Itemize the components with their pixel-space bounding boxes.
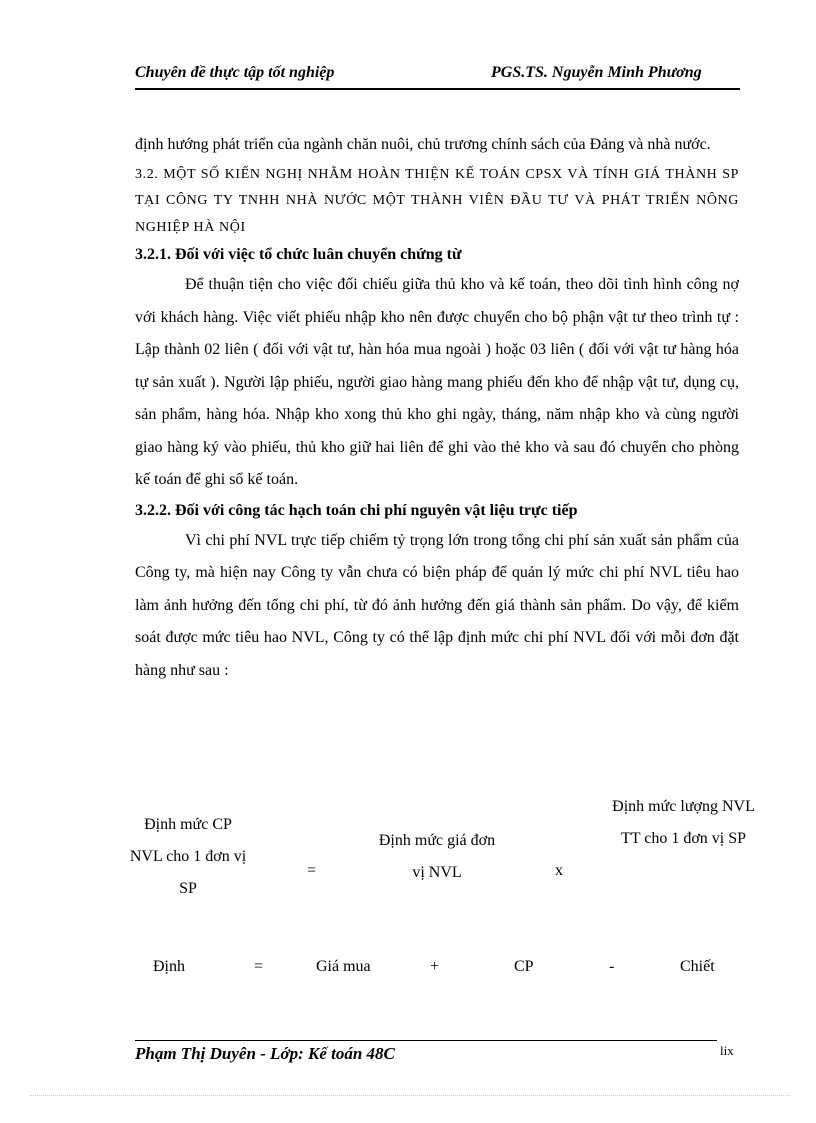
footer-author: Phạm Thị Duyên - Lớp: Kế toán 48C	[135, 1044, 395, 1063]
section-heading: 3.2. MỘT SỐ KIẾN NGHỊ NHẰM HOÀN THIỆN KẾ TOÁN CPSX VÀ TÍNH GIÁ THÀNH SP TẠI CÔNG TY TNHH NHÀ NƯỚC MỘT THÀNH VIÊN ĐẦU TƯ VÀ PHÁT TRIỂN NÔNG NGHIỆP HÀ NỘI	[135, 166, 739, 235]
header-title: Chuyên đề thực tập tốt nghiệp	[135, 64, 335, 81]
main-content	[135, 129, 739, 687]
subsection-heading-2: 3.2.2. Đối với công tác hạch toán chi phí nguyên vật liệu trực tiếp	[135, 501, 578, 519]
intro-paragraph: định hướng phát triển của ngành chăn nuôi, chủ trương chính sách của Đảng và nhà nước.	[135, 136, 711, 153]
page-header	[135, 62, 740, 90]
footer-divider	[135, 1040, 717, 1041]
formula1-times: x	[555, 862, 563, 879]
formula2-equals: =	[254, 958, 264, 975]
subsection-paragraph-1: Để thuận tiện cho việc đối chiếu giữa thủ kho và kế toán, theo dõi tình hình công nợ với khách hàng. Việc viết phiếu nhập kho nên được chuyển cho bộ phận vật tư theo trình tự : Lập thành 02 liên ( đối với vật tư, hàn hóa mua ngoài ) hoặc 03 liên ( đối với vật tư hàng hóa tự sản xuất ). Người lập phiếu, người giao hàng mang phiếu đến kho để nhập vật tư, dụng cụ, sản phẩm, hàng hóa. Nhập kho xong thủ kho ghi ngày, tháng, năm nhập kho và cùng người giao hàng ký vào phiếu, thủ kho giữ hai liên để ghi vào thẻ kho và sau đó chuyển cho phòng kế toán để ghi sổ kế toán.	[135, 276, 739, 488]
formula2-minus: -	[609, 958, 615, 975]
formula2-term4: Chiết	[680, 958, 715, 975]
page-number: lix	[720, 1043, 734, 1058]
page-bottom-border	[30, 1095, 790, 1096]
formula2-term1: Định	[153, 958, 185, 975]
formula1-term1: Định mức CP NVL cho 1 đơn vị SP	[129, 816, 247, 897]
subsection-paragraph-2: Vì chi phí NVL trực tiếp chiếm tỷ trọng lớn trong tổng chi phí sản xuất sản phẩm của Công ty, mà hiện nay Công ty vẫn chưa có biện pháp để quản lý mức chi phí NVL tiêu hao làm ảnh hưởng đến tổng chi phí, từ đó ảnh hưởng đến giá thành sản phẩm. Do vậy, để kiểm soát được mức tiêu hao NVL, Công ty có thể lập định mức chi phí NVL đối với mỗi đơn đặt hàng như sau :	[135, 531, 739, 679]
formula2-term2: Giá mua	[316, 958, 371, 975]
header-author: PGS.TS. Nguyễn Minh Phương	[491, 64, 702, 81]
formula2-plus: +	[430, 958, 440, 975]
formula2-term3: CP	[514, 958, 534, 975]
subsection-heading-1: 3.2.1. Đối với việc tổ chức luân chuyển chứng từ	[135, 246, 462, 263]
formula1-term2: Định mức giá đơn vị NVL	[378, 832, 496, 881]
formula1-equals: =	[307, 862, 317, 879]
formula1-term3: Định mức lượng NVL TT cho 1 đơn vị SP	[612, 798, 755, 847]
